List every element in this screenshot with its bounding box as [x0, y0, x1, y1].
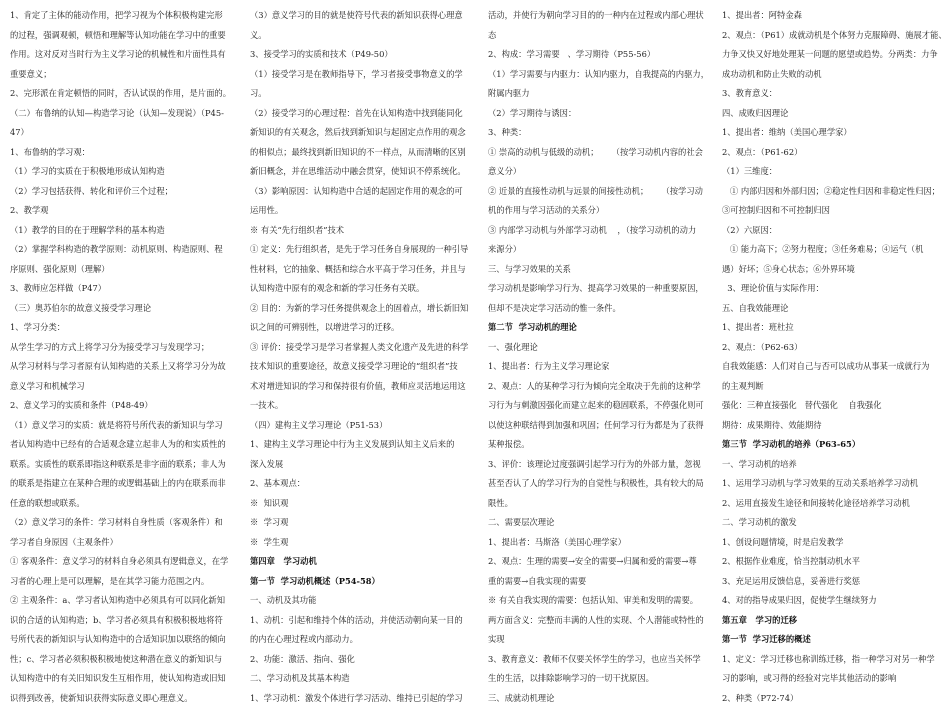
text-line: （四）建构主义学习理论（P51-53）	[250, 416, 478, 436]
text-line: 认知构造中原有的观念和新的学习任务有关联。	[250, 279, 478, 299]
text-line: 1、学习分类：	[10, 318, 238, 338]
text-line: 3、评价：该理论过度强调引起学习行为的外部力量，忽视	[488, 455, 716, 475]
text-line: 1、动机：引起和维持个体的活动，并使活动朝向某一目的	[250, 611, 478, 631]
text-line: 遇）好坏；⑤身心状态；⑥外界环境	[722, 260, 950, 280]
text-line: 2、基本观点：	[250, 474, 478, 494]
text-line: 2、观点：生理的需要→安全的需要→归属和爱的需要→尊	[488, 552, 716, 572]
text-line: ③ 内部学习动机与外部学习动机 ，（按学习动机的动力	[488, 221, 716, 241]
text-line: 3、理论价值与实际作用：	[722, 279, 950, 299]
text-line: 3、教育意义：	[722, 84, 950, 104]
text-line: 一、强化理论	[488, 338, 716, 358]
text-line: 限性。	[488, 494, 716, 514]
text-line: 1、提出者：行为主义学习理论家	[488, 357, 716, 377]
text-line: ※ 有关“先行组织者”技术	[250, 221, 478, 241]
text-line: 但却不是决定学习活动的惟一条件。	[488, 299, 716, 319]
text-line: 习。	[250, 84, 478, 104]
text-line: 1、创设问题情境，时是启发教学	[722, 533, 950, 553]
text-line: 3、种类：	[488, 123, 716, 143]
text-line: 实现	[488, 630, 716, 650]
text-line: 的过程，强调观顿，顿悟和理解等认知功能在学习中的重要	[10, 26, 238, 46]
text-line: 者认知构造中已经有的合适观念建立起非人为的和实质性的	[10, 435, 238, 455]
text-line: 的联系是指建立在某种合理的或逻辑基础上的内在联系而非	[10, 474, 238, 494]
text-line: 一、动机及其功能	[250, 591, 478, 611]
text-line: 四、成败归因理论	[722, 104, 950, 124]
text-line: 机的作用与学习活动的关系分）	[488, 201, 716, 221]
text-line: （2）六原因：	[722, 221, 950, 241]
text-line: 以使这种联结得到加强和巩固；任何学习行为都是为了获得	[488, 416, 716, 436]
text-column-3	[488, 6, 716, 708]
text-line: 2、根据作业难度，恰当控制动机水平	[722, 552, 950, 572]
text-line: 联系。实质性的联系即指这种联系是非字面的联系；非人为	[10, 455, 238, 475]
text-line: ① 客观条件：意义学习的材料自身必须具有逻辑意义，在学	[10, 552, 238, 572]
text-line: ② 目的：为新的学习任务提供观念上的固着点，增长新旧知	[250, 299, 478, 319]
text-line: 重的需要→自我实现的需要	[488, 572, 716, 592]
text-line: 2、教学观	[10, 201, 238, 221]
text-line: 习的影响，或习得的经验对完毕其他活动的影响	[722, 669, 950, 689]
section-heading: 第一节 学习迁移的概述	[722, 630, 950, 650]
text-line: ③可控制归因和不可控制归因	[722, 201, 950, 221]
text-line: 态	[488, 26, 716, 46]
text-line: ① 内部归因和外部归因；②稳定性归因和非稳定性归因；	[722, 182, 950, 202]
text-line: （3）影响原因：认知构造中合适的起固定作用的观念的可	[250, 182, 478, 202]
text-line: ① 定义：先行组织者，是先于学习任务自身展现的一种引导	[250, 240, 478, 260]
text-line: 一、学习动机的培养	[722, 455, 950, 475]
text-line: 号所代表的新知识与认知构造中的合适知识加以联络的倾向	[10, 630, 238, 650]
text-line: 深入发展	[250, 455, 478, 475]
text-line: ① 崇高的动机与低级的动机； （按学习动机内容的社会	[488, 143, 716, 163]
text-line: （2）学习期待与诱因：	[488, 104, 716, 124]
text-line: 3、教师应怎样做（P47）	[10, 279, 238, 299]
text-line: 两方面含义：完整而丰满的人性的实现、个人潜能或特性的	[488, 611, 716, 631]
text-line: （2）意义学习的条件：学习材料自身性质（客观条件）和	[10, 513, 238, 533]
text-line: （1）学习的实质在于积极地形成认知构造	[10, 162, 238, 182]
section-heading: 第一节 学习动机概述（P54-58）	[250, 572, 478, 592]
text-line: 技术知识的重要途径，故意义接受学习理论的“组织者”技	[250, 357, 478, 377]
text-line: ② 近景的直接性动机与远景的间接性动机； （按学习动	[488, 182, 716, 202]
text-line: 识得到改善，使新知识获得实际意义即心理意义。	[10, 689, 238, 708]
text-line: 习行为与刺激因强化而建立起来的稳固联系，不停强化则可	[488, 396, 716, 416]
text-line: 1、建构主义学习理论中行为主义发展到认知主义后来的	[250, 435, 478, 455]
text-line: 某种报偿。	[488, 435, 716, 455]
text-line: ※ 学习观	[250, 513, 478, 533]
section-heading: 第三节 学习动机的培养（P63-65）	[722, 435, 950, 455]
text-line: （1）学习需要与内驱力：认知内驱力，自我提高的内驱力，	[488, 65, 716, 85]
text-line: 自我效能感：人们对自己与否可以成功从事某一成就行为	[722, 357, 950, 377]
text-line: 性材料，它的抽象、概括和综合水平高于学习任务，并且与	[250, 260, 478, 280]
text-line: 2、种类（P72-74）	[722, 689, 950, 708]
text-line: ※ 知识观	[250, 494, 478, 514]
text-line: 1、提出者：维纳（美国心理学家）	[722, 123, 950, 143]
text-line: 二、学习动机的激发	[722, 513, 950, 533]
text-line: 二、需要层次理论	[488, 513, 716, 533]
text-line: 三、与学习效果的关系	[488, 260, 716, 280]
text-line: 运用性。	[250, 201, 478, 221]
text-line: 2、观点：（P61）成就动机是个体努力克服障碍、施展才能、	[722, 26, 950, 46]
text-line: 1、运用学习动机与学习效果的互动关系培养学习动机	[722, 474, 950, 494]
text-line: 一技术。	[250, 396, 478, 416]
text-line: 来源分）	[488, 240, 716, 260]
text-line: 2、观点：（P62-63）	[722, 338, 950, 358]
text-line: ③ 评价：接受学习是学习者掌握人类文化遗产及先进的科学	[250, 338, 478, 358]
text-line: 1、提出者：班杜拉	[722, 318, 950, 338]
text-line: 三、成就动机理论	[488, 689, 716, 708]
text-line: 2、意义学习的实质和条件（P48-49）	[10, 396, 238, 416]
text-line: 3、充足运用反馈信息，妥善进行奖惩	[722, 572, 950, 592]
text-line: （1）接受学习是在教师指导下，学习者接受事物意义的学	[250, 65, 478, 85]
text-column-4	[722, 6, 950, 708]
text-line: （1）三维度：	[722, 162, 950, 182]
text-line: 1、提出者：阿特金森	[722, 6, 950, 26]
text-line: 活动，并使行为朝向学习目的的一种内在过程或内部心理状	[488, 6, 716, 26]
text-line: 作用。这对反对当时行为主义学习论的机械性和片面性具有	[10, 45, 238, 65]
text-line: 识之间的可辨别性，以增进学习的迁移。	[250, 318, 478, 338]
text-line: 学习动机是影响学习行为、提高学习效果的一种重要原因，	[488, 279, 716, 299]
text-line: 意义学习和机械学习	[10, 377, 238, 397]
text-line: 新旧概念，并在思维活动中融会贯穿，使知识不停系统化。	[250, 162, 478, 182]
text-line: 识的合适的认知构造；b、学习者必须具有积极积极地将符	[10, 611, 238, 631]
text-line: 1、布鲁纳的学习观：	[10, 143, 238, 163]
text-line: 期待：成果期待、效能期待	[722, 416, 950, 436]
text-line: 1、肯定了主体的能动作用，把学习视为个体积极构建完形	[10, 6, 238, 26]
text-column-2	[250, 6, 478, 708]
text-line: 生的生活，以排除影响学习的一切干扰原因。	[488, 669, 716, 689]
text-line: 新知识的有关观念，然后找到新知识与起固定点作用的观念	[250, 123, 478, 143]
text-line: 2、构成：学习需要 、学习期待（P55-56）	[488, 45, 716, 65]
text-line: 3、教育意义：教师不仅要关怀学生的学习，也应当关怀学	[488, 650, 716, 670]
text-line: 术对增进知识的学习和保持很有价值，教师应灵活地运用这	[250, 377, 478, 397]
text-line: （1）意义学习的实质：就是将符号所代表的新知识与学习	[10, 416, 238, 436]
text-line: 甚至否认了人的学习行为的自觉性与积极性，具有较大的局	[488, 474, 716, 494]
text-line: （2）接受学习的心理过程：首先在认知构造中找到能同化	[250, 104, 478, 124]
text-line: 2、功能：激活、指向、强化	[250, 650, 478, 670]
text-line: 强化：三种直接强化 替代强化 自我强化	[722, 396, 950, 416]
text-line: （1）教学的目的在于理解学科的基本构造	[10, 221, 238, 241]
text-line: （2）学习包括获得、转化和评价三个过程；	[10, 182, 238, 202]
section-heading: 第五章 学习的迁移	[722, 611, 950, 631]
text-line: 2、完形派在肯定顿悟的同时，否认试误的作用，是片面的。	[10, 84, 238, 104]
text-column-1	[10, 6, 238, 708]
text-line: ② 主观条件：a、学习者认知构造中必须具有可以同化新知	[10, 591, 238, 611]
text-line: 力争又快又好地处理某一问题的愿望或趋势。分两类：力争	[722, 45, 950, 65]
text-line: 附属内驱力	[488, 84, 716, 104]
text-line: 意义分）	[488, 162, 716, 182]
text-line: 2、观点：（P61-62）	[722, 143, 950, 163]
text-line: 认知构造中的有关旧知识发生互相作用，使认知构造或旧知	[10, 669, 238, 689]
text-line: 二、学习动机及其基本构造	[250, 669, 478, 689]
section-heading: 第四章 学习动机	[250, 552, 478, 572]
text-line: 重要意义；	[10, 65, 238, 85]
text-line: 3、接受学习的实质和技术（P49-50）	[250, 45, 478, 65]
section-heading: 第二节 学习动机的理论	[488, 318, 716, 338]
text-line: （3）意义学习的目的就是使符号代表的新知识获得心理意	[250, 6, 478, 26]
text-line: ※ 有关自我实现的需要：包括认知、审美和发明的需要。	[488, 591, 716, 611]
text-line: （2）掌握学科构造的教学原则：动机原则、构造原则、程	[10, 240, 238, 260]
text-line: 序原则、强化原则（理解）	[10, 260, 238, 280]
text-line: 1、学习动机：激发个体进行学习活动、维持已引起的学习	[250, 689, 478, 708]
text-line: 从学习材料与学习者原有认知构造的关系上又将学习分为故	[10, 357, 238, 377]
text-line: 从学生学习的方式上将学习分为接受学习与发现学习；	[10, 338, 238, 358]
text-line: 4、对的指导成果归因，促使学生继续努力	[722, 591, 950, 611]
text-line: 47）	[10, 123, 238, 143]
text-line: 习者的心理上是可以理解，是在其学习能力范围之内。	[10, 572, 238, 592]
text-line: （三）奥苏伯尔的故意义接受学习理论	[10, 299, 238, 319]
text-line: 义。	[250, 26, 478, 46]
text-line: 成功动机和防止失败的动机	[722, 65, 950, 85]
text-line: 的主观判断	[722, 377, 950, 397]
text-line: 的相似点；最终找到新旧知识的不一样点，从而清晰的区别	[250, 143, 478, 163]
text-line: 学习者自身原因（主观条件）	[10, 533, 238, 553]
text-line: 性；c、学习者必须积极积极地使这种潜在意义的新知识与	[10, 650, 238, 670]
text-line: 五、自我效能理论	[722, 299, 950, 319]
text-line: 1、定义：学习迁移也称训练迁移，指一种学习对另一种学	[722, 650, 950, 670]
text-line: ※ 学生观	[250, 533, 478, 553]
text-line: ① 能力高下；②努力程度；③任务难易；④运气（机	[722, 240, 950, 260]
text-line: 任意的联想或联系。	[10, 494, 238, 514]
text-line: 2、运用直接发生途径和间接转化途径培养学习动机	[722, 494, 950, 514]
text-line: 2、观点：人的某种学习行为倾向完全取决于先前的这种学	[488, 377, 716, 397]
text-line: 1、提出者：马斯洛（美国心理学家）	[488, 533, 716, 553]
text-line: 的内在心理过程或内部动力。	[250, 630, 478, 650]
text-line: （二）布鲁纳的认知—构造学习论（认知—发现说）（P45-	[10, 104, 238, 124]
